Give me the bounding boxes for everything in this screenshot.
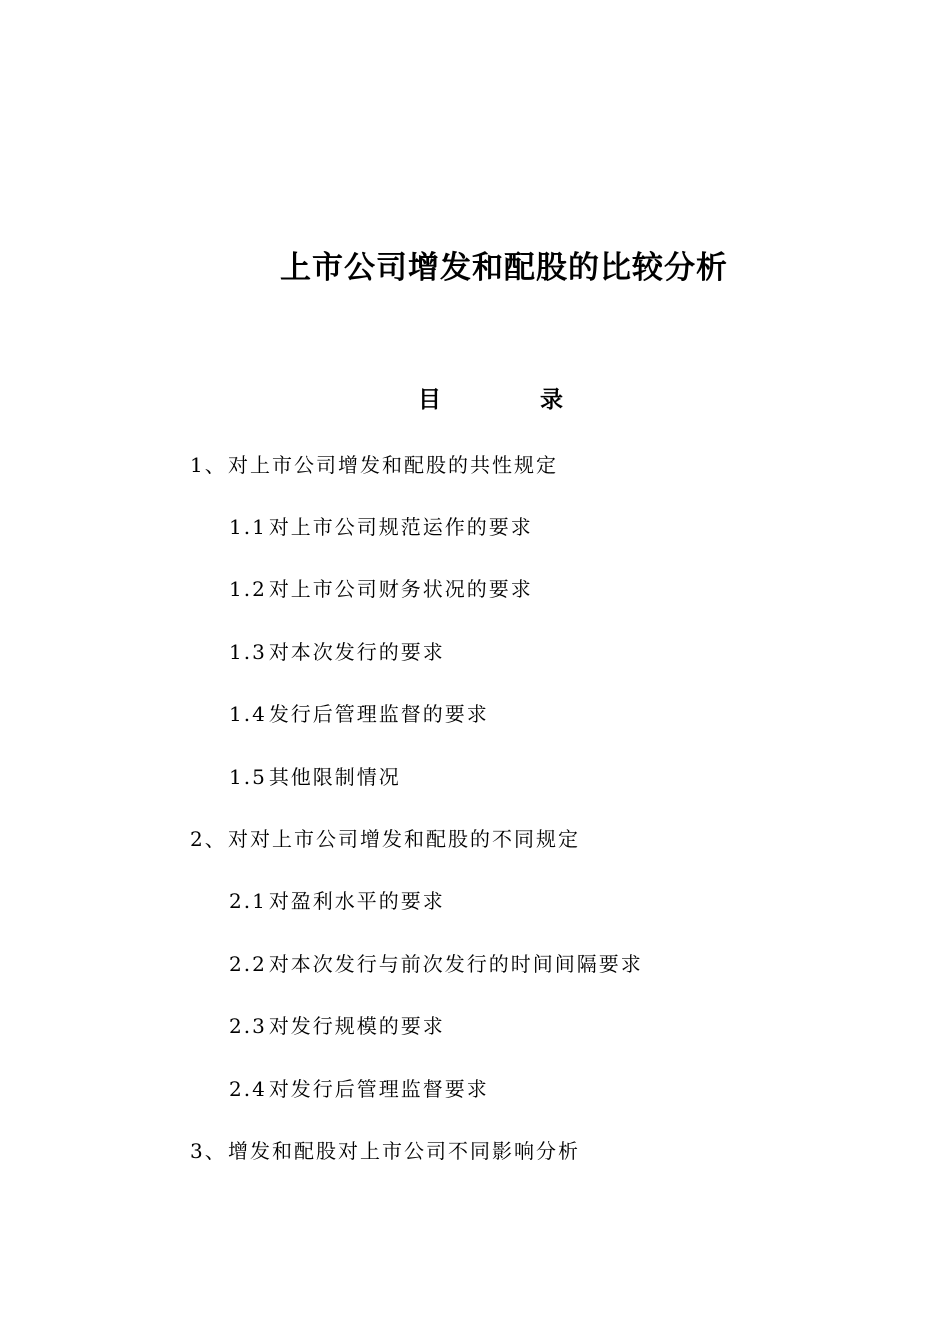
toc-entry-1-4 bbox=[229, 699, 489, 729]
toc-entry-number: 1.1 bbox=[229, 515, 267, 539]
toc-entry-number: 1、 bbox=[190, 453, 227, 477]
toc-entry-number: 1.5 bbox=[229, 765, 267, 789]
toc-entry-number: 2.4 bbox=[229, 1077, 267, 1101]
toc-entry-number: 2、 bbox=[190, 827, 227, 851]
toc-entry-text: 其他限制情况 bbox=[268, 765, 401, 789]
toc-entry-3 bbox=[190, 1136, 580, 1166]
toc-entry-2-2 bbox=[229, 949, 643, 979]
toc-entry-1-2 bbox=[229, 574, 533, 604]
toc-entry-2-4 bbox=[229, 1074, 489, 1104]
toc-entry-text: 对上市公司增发和配股的共性规定 bbox=[228, 453, 558, 477]
toc-entry-number: 1.3 bbox=[229, 640, 267, 664]
toc-entry-text: 发行后管理监督的要求 bbox=[268, 702, 489, 726]
toc-entry-text: 对对上市公司增发和配股的不同规定 bbox=[228, 827, 580, 851]
toc-entry-2-3 bbox=[229, 1011, 445, 1041]
toc-entry-text: 对本次发行的要求 bbox=[268, 640, 445, 664]
toc-entry-number: 3、 bbox=[190, 1139, 227, 1163]
toc-entry-1-1 bbox=[229, 512, 533, 542]
toc-heading bbox=[418, 382, 563, 418]
toc-entry-text: 对上市公司财务状况的要求 bbox=[268, 577, 533, 601]
toc-entry-2-1 bbox=[229, 886, 445, 916]
toc-heading-left: 目 bbox=[418, 387, 441, 413]
toc-entry-1-5 bbox=[229, 762, 401, 792]
toc-entry-1-3 bbox=[229, 637, 445, 667]
toc-entry-number: 1.4 bbox=[229, 702, 267, 726]
toc-entry-text: 对盈利水平的要求 bbox=[268, 889, 445, 913]
toc-entry-text: 增发和配股对上市公司不同影响分析 bbox=[228, 1139, 580, 1163]
document-title: 上市公司增发和配股的比较分析 bbox=[280, 250, 728, 286]
toc-entry-text: 对发行后管理监督要求 bbox=[268, 1077, 489, 1101]
toc-entry-number: 2.2 bbox=[229, 952, 267, 976]
toc-entry-text: 对本次发行与前次发行的时间间隔要求 bbox=[268, 952, 643, 976]
toc-entry-number: 1.2 bbox=[229, 577, 267, 601]
toc-entry-2 bbox=[190, 824, 580, 854]
toc-entry-text: 对上市公司规范运作的要求 bbox=[268, 515, 533, 539]
toc-entry-1 bbox=[190, 450, 558, 480]
toc-entry-text: 对发行规模的要求 bbox=[268, 1014, 445, 1038]
toc-heading-right: 录 bbox=[540, 387, 563, 413]
toc-entry-number: 2.3 bbox=[229, 1014, 267, 1038]
toc-entry-number: 2.1 bbox=[229, 889, 267, 913]
